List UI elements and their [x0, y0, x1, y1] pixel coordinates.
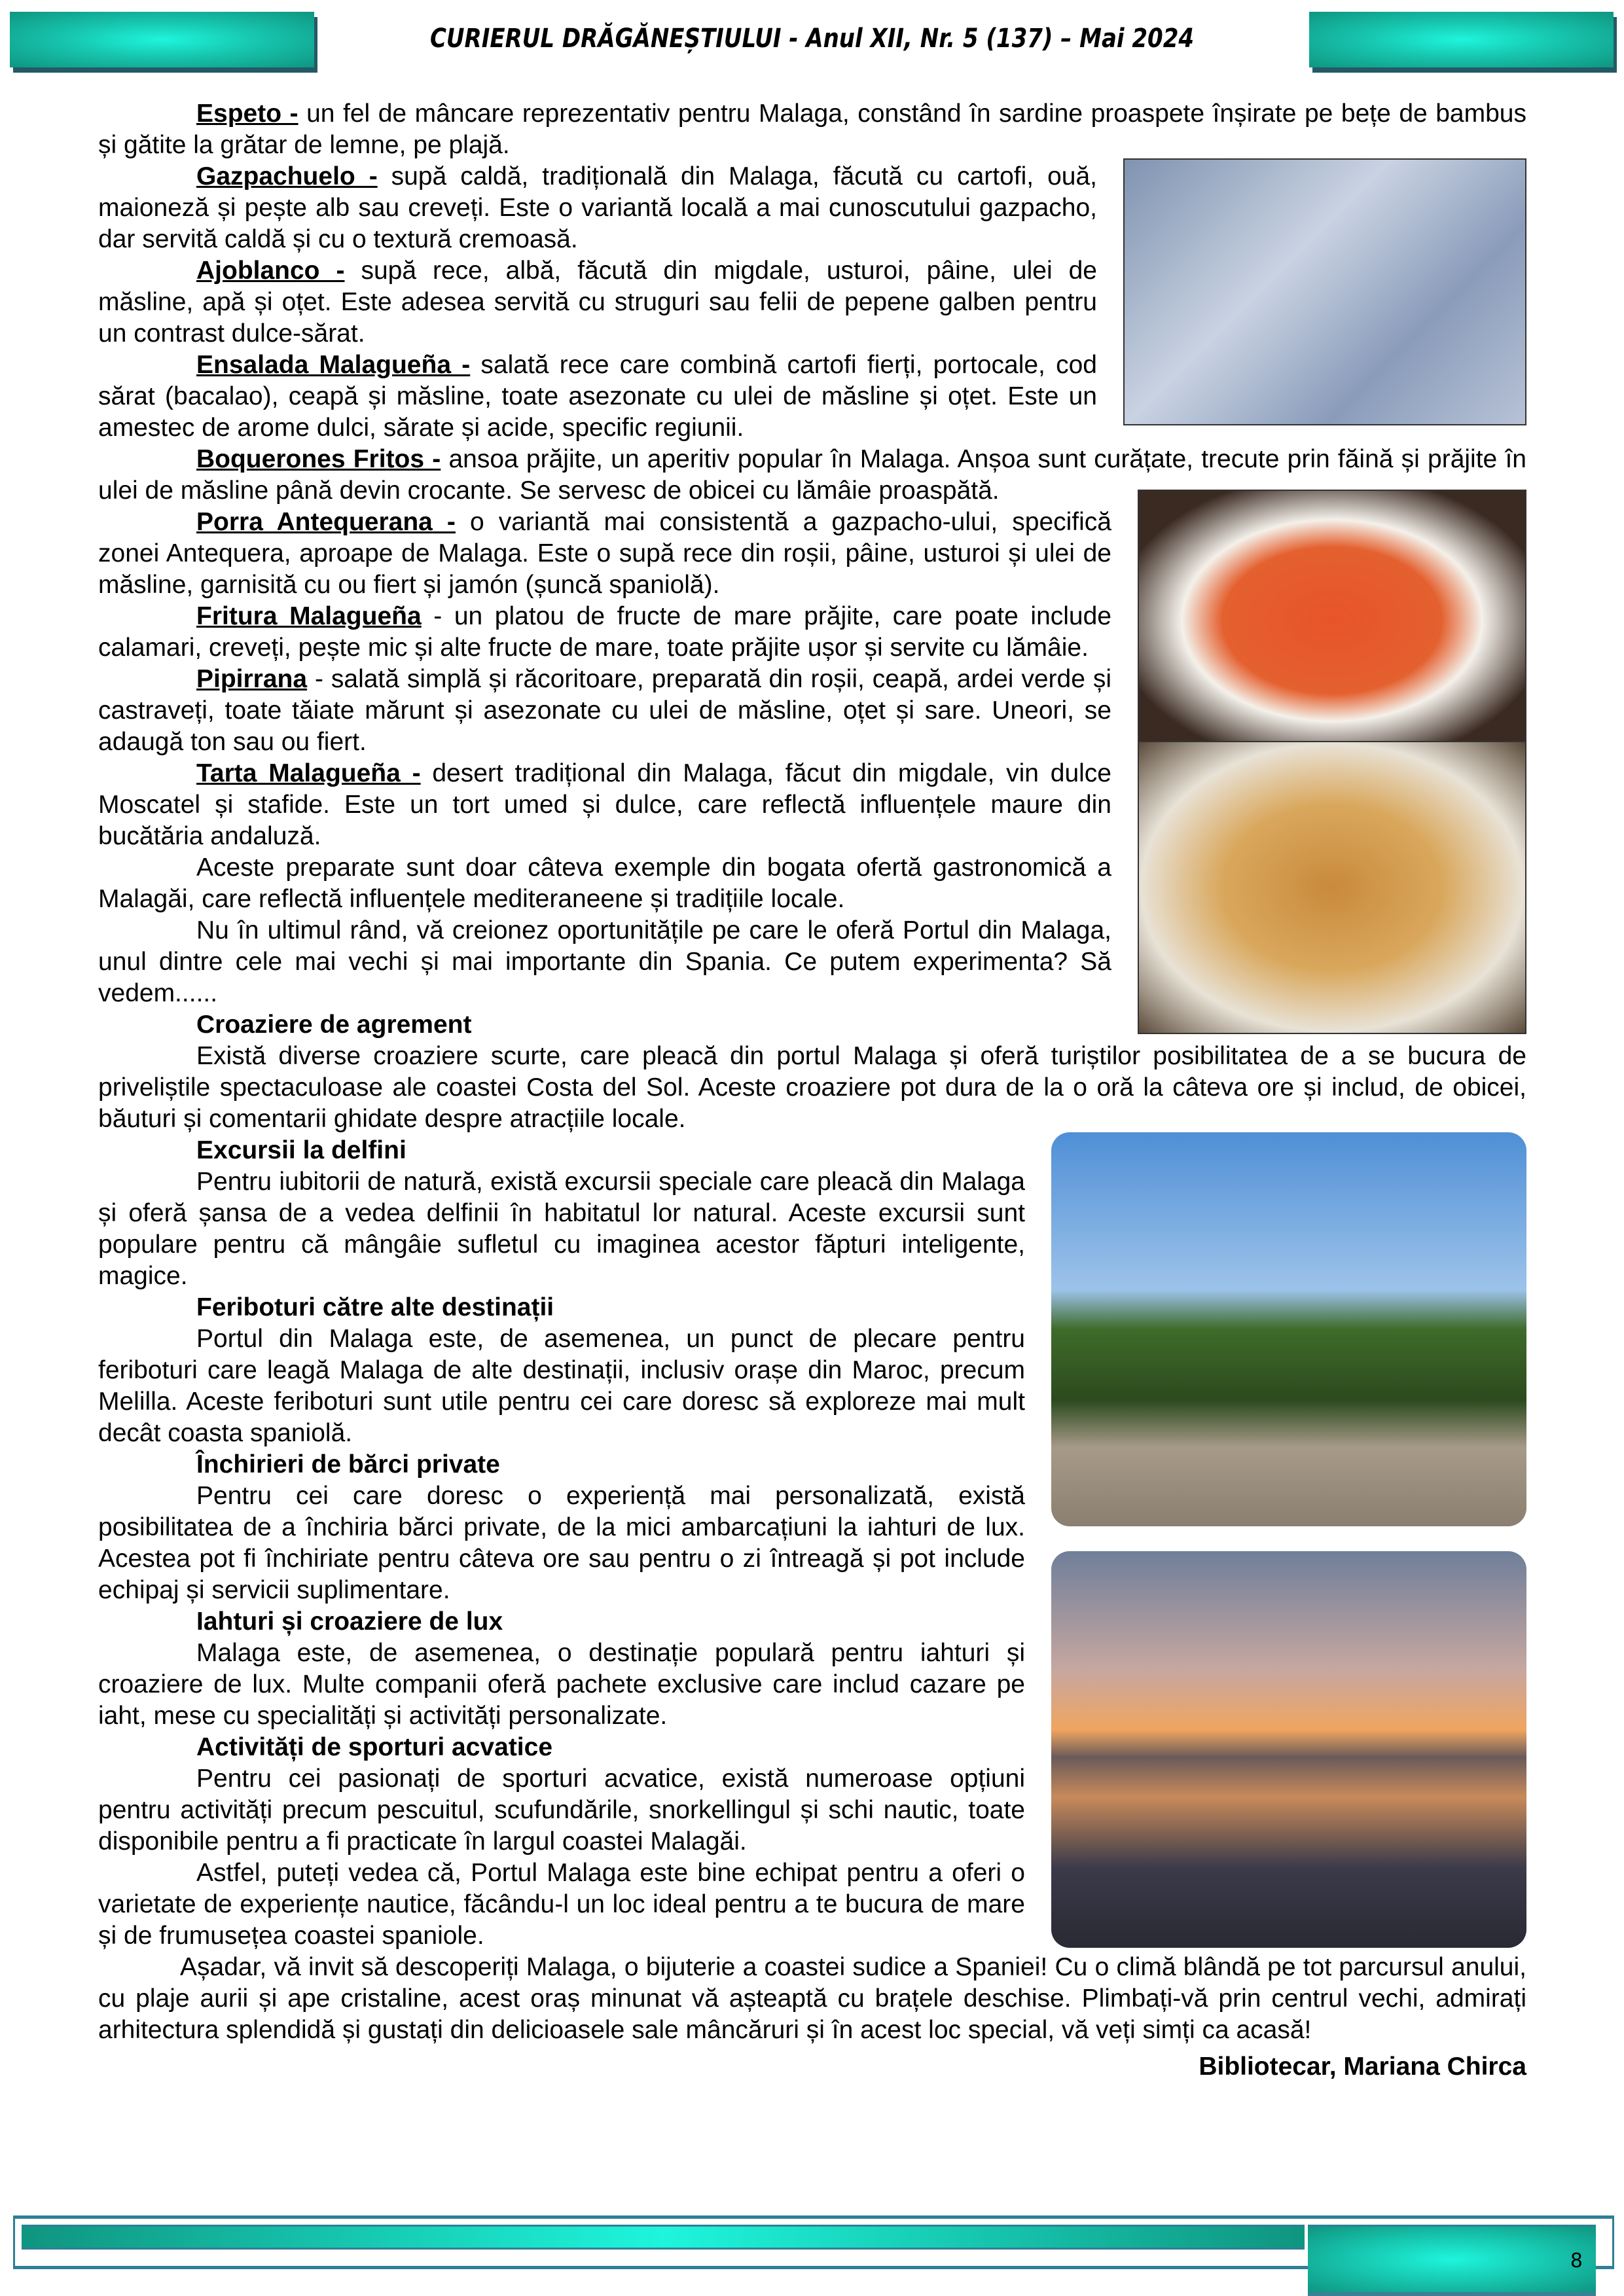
sardines-photo	[1123, 158, 1526, 425]
section-text: Portul din Malaga este, de asemenea, un punct de plecare pentru feriboturi care leagă Malaga de alte destinații, inclusiv orașe din Maroc, precum Melilla. Aceste feriboturi sunt utile pentru cei care doresc să exploreze mai mult decât coasta spaniolă.	[98, 1325, 1025, 1447]
dish-name: Espeto -	[196, 99, 298, 128]
dish-text: - un platou de fructe de mare prăjite, care poate include calamari, creveți, pește mic și alte fructe de mare, toate prăjite ușor și servite cu lămâie.	[98, 602, 1111, 662]
fried-fish-platter-photo	[1138, 741, 1526, 1034]
section-heading: Excursii la delfini	[196, 1136, 406, 1164]
dish-name: Boquerones Fritos -	[196, 445, 441, 473]
section-heading: Feriboturi către alte destinații	[196, 1293, 554, 1321]
footer-bar	[22, 2225, 1305, 2250]
sunset-coast-photo	[1051, 1551, 1526, 1948]
dish-name: Fritura Malagueña	[196, 602, 422, 630]
dish-text: desert tradițional din Malaga, făcut din migdale, vin dulce Moscatel și stafide. Este un tort umed și dulce, care reflectă influențele maure din bucătăria andaluză.	[98, 759, 1111, 850]
dish-name: Porra Antequerana -	[196, 508, 456, 536]
closing-paragraph: Așadar, vă invit să descoperiți Malaga, o bijuterie a coastei sudice a Spaniei! Cu o climă blândă pe tot parcursul anului, cu plaje aurii și ape cristaline, acest oraș minunat vă așteaptă cu brațele deschise. Plimbați-vă prin centrul vechi, admirați arhitectura splendidă și gustați din delicioasele sale mâncăruri și în acest loc special, vă veți simți ca acasă!	[98, 1953, 1526, 2044]
dish-text: supă rece, albă, făcută din migdale, usturoi, pâine, ulei de măsline, apă și oțet. Este adesea servită cu struguri sau felii de pepene galben pentru un contrast dulce-sărat.	[98, 257, 1097, 348]
section-text: Pentru cei care doresc o experiență mai personalizată, există posibilitatea de a închiria bărci private, de la mici ambarcațiuni la iahturi de lux. Acestea pot fi închiriate pentru câteva ore sau pentru o zi întreagă și pot include echipaj și servicii suplimentare.	[98, 1482, 1025, 1604]
section-text: Pentru cei pasionați de sporturi acvatice, există numeroase opțiuni pentru activități precum pescuitul, scufundările, snorkellingul și schi nautic, toate disponibile pentru a fi practicate în largul coastei Malagăi.	[98, 1765, 1025, 1856]
soup-photo	[1138, 490, 1526, 751]
dish-name: Ajoblanco -	[196, 257, 345, 285]
intro-paragraph: Nu în ultimul rând, vă creionez oportunitățile pe care le oferă Portul din Malaga, unul dintre cele mai vechi și mai importante din Spania. Ce putem experimenta? Să vedem......	[98, 916, 1111, 1007]
dish-name: Ensalada Malagueña -	[196, 351, 471, 379]
page-title: CURIERUL DRĂGĂNEȘTIULUI - Anul XII, Nr. 5 (137) – Mai 2024	[429, 24, 1195, 54]
dish-text: supă caldă, tradițională din Malaga, făcută cu cartofi, ouă, maioneză și pește alb sau creveți. Este o variantă locală a mai cunoscutului gazpacho, dar servită caldă și cu o textură cremoasă.	[98, 162, 1097, 253]
section-heading: Închirieri de bărci private	[196, 1450, 500, 1479]
footer-page-box	[1308, 2225, 1596, 2296]
dish-paragraph	[98, 98, 1526, 161]
section-text: Malaga este, de asemenea, o destinație populară pentru iahturi și croaziere de lux. Multe companii oferă pachete exclusive care includ cazare pe iaht, mese cu specialități și activități personalizate.	[98, 1639, 1025, 1730]
dish-text: un fel de mâncare reprezentativ pentru Malaga, constând în sardine proaspete înșirate pe bețe de bambus și gătite la grătar de lemne, pe plajă.	[98, 99, 1526, 159]
footer	[13, 2215, 1614, 2272]
dish-name: Tarta Malagueña -	[196, 759, 421, 787]
section-text: Pentru iubitorii de natură, există excursii speciale care pleacă din Malaga și oferă șansa de a vedea delfinii în habitatul lor natural. Aceste excursii sunt populare pentru că mângâie sufletul cu imaginea acestor făpturi inteligente, magice.	[98, 1168, 1025, 1290]
dish-text: o variantă mai consistentă a gazpacho-ului, specifică zonei Antequera, aproape de Malaga. Este o supă rece din roșii, pâine, usturoi și ulei de măsline, garnisită cu ou fiert și jamón (șuncă spaniolă).	[98, 508, 1111, 599]
dish-text: salată rece care combină cartofi fierți, portocale, cod sărat (bacalao), ceapă și măsline, toate asezonate cu ulei de măsline și oțet. Este un amestec de arome dulci, sărate și acide, specific regiunii.	[98, 351, 1097, 442]
section-heading: Croaziere de agrement	[196, 1011, 472, 1039]
page-number: 8	[1570, 2250, 1583, 2272]
dish-text: ansoa prăjite, un aperitiv popular în Malaga. Anșoa sunt curățate, trecute prin făină și prăjite în ulei de măsline până devin crocante. Se servesc de obicei cu lămâie proaspătă.	[98, 445, 1526, 505]
dish-name: Gazpachuelo -	[196, 162, 378, 190]
section-text: Există diverse croaziere scurte, care pleacă din portul Malaga și oferă turiștilor posibilitatea de a se bucura de priveliștile spectaculoase ale coastei Costa del Sol. Aceste croaziere pot dura de la o oră la câteva ore și includ, de obicei, băuturi și comentarii ghidate despre atracțiile locale.	[98, 1042, 1526, 1133]
section-heading: Activități de sporturi acvatice	[196, 1733, 553, 1761]
tree-promenade-photo	[1051, 1132, 1526, 1526]
dish-text: - salată simplă și răcoritoare, preparată din roșii, ceapă, ardei verde și castraveți, toate tăiate mărunt și asezonate cu ulei de măsline, oțet și sare. Uneori, se adaugă ton sau ou fiert.	[98, 665, 1111, 756]
closing-paragraph: Astfel, puteți vedea că, Portul Malaga este bine echipat pentru a oferi o varietate de experiențe nautice, făcându-l un loc ideal pentru a te bucura de mare și de frumusețea coastei spaniole.	[98, 1859, 1025, 1950]
signature: Bibliotecar, Mariana Chirca	[1199, 2053, 1526, 2081]
article-body	[98, 98, 1526, 2083]
section-heading: Iahturi și croaziere de lux	[196, 1607, 503, 1636]
dish-name: Pipirrana	[196, 665, 308, 693]
intro-paragraph: Aceste preparate sunt doar câteva exemple din bogata ofertă gastronomică a Malagăi, care reflectă influențele mediteraneene și tradițiile locale.	[98, 853, 1111, 913]
